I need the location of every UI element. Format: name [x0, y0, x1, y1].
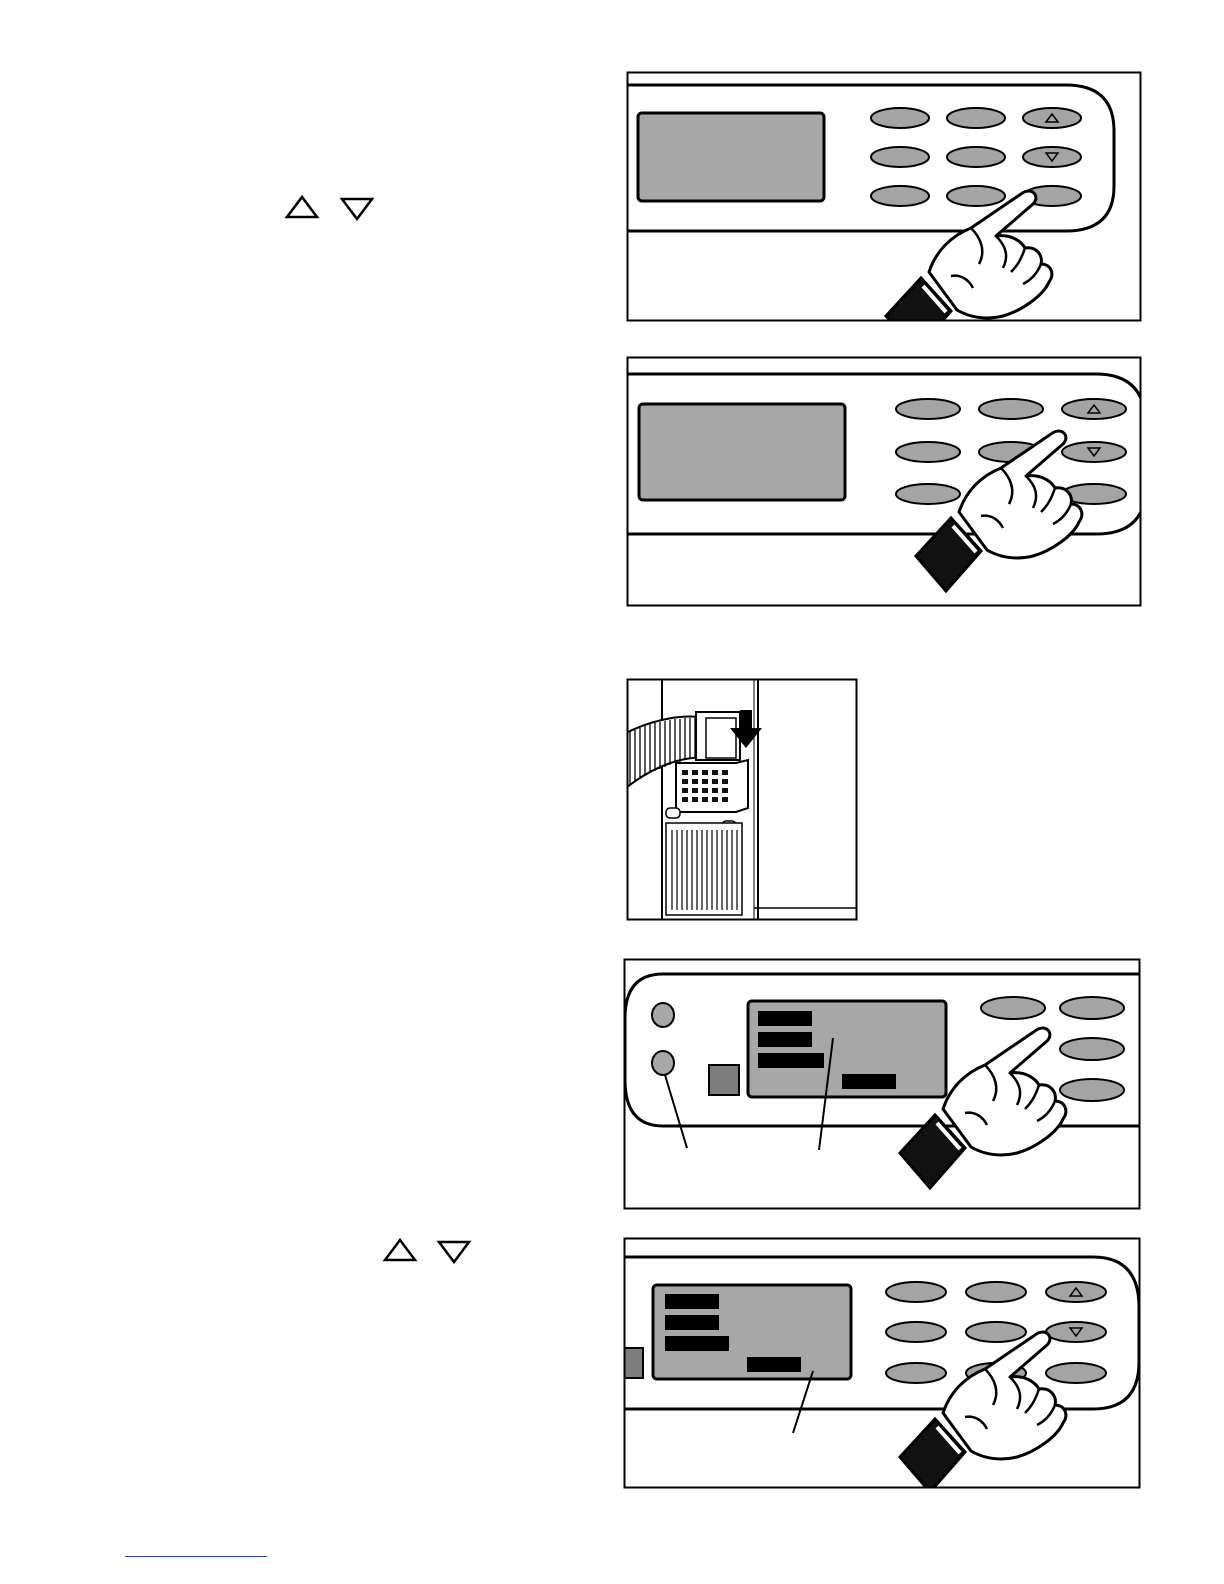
down-arrow-icon — [436, 1239, 472, 1265]
figure-control-panel-press-bottom-right — [626, 71, 1142, 323]
up-arrow-icon — [382, 1237, 418, 1263]
figure-filter-removal — [626, 678, 858, 922]
down-arrow-icon — [339, 196, 375, 222]
figure-control-panel-indicators — [623, 958, 1141, 1210]
up-arrow-icon — [284, 194, 320, 220]
figure-control-panel-press-up — [626, 356, 1142, 608]
footer-rule — [125, 1556, 267, 1557]
figure-control-panel-press-down — [623, 1237, 1141, 1489]
